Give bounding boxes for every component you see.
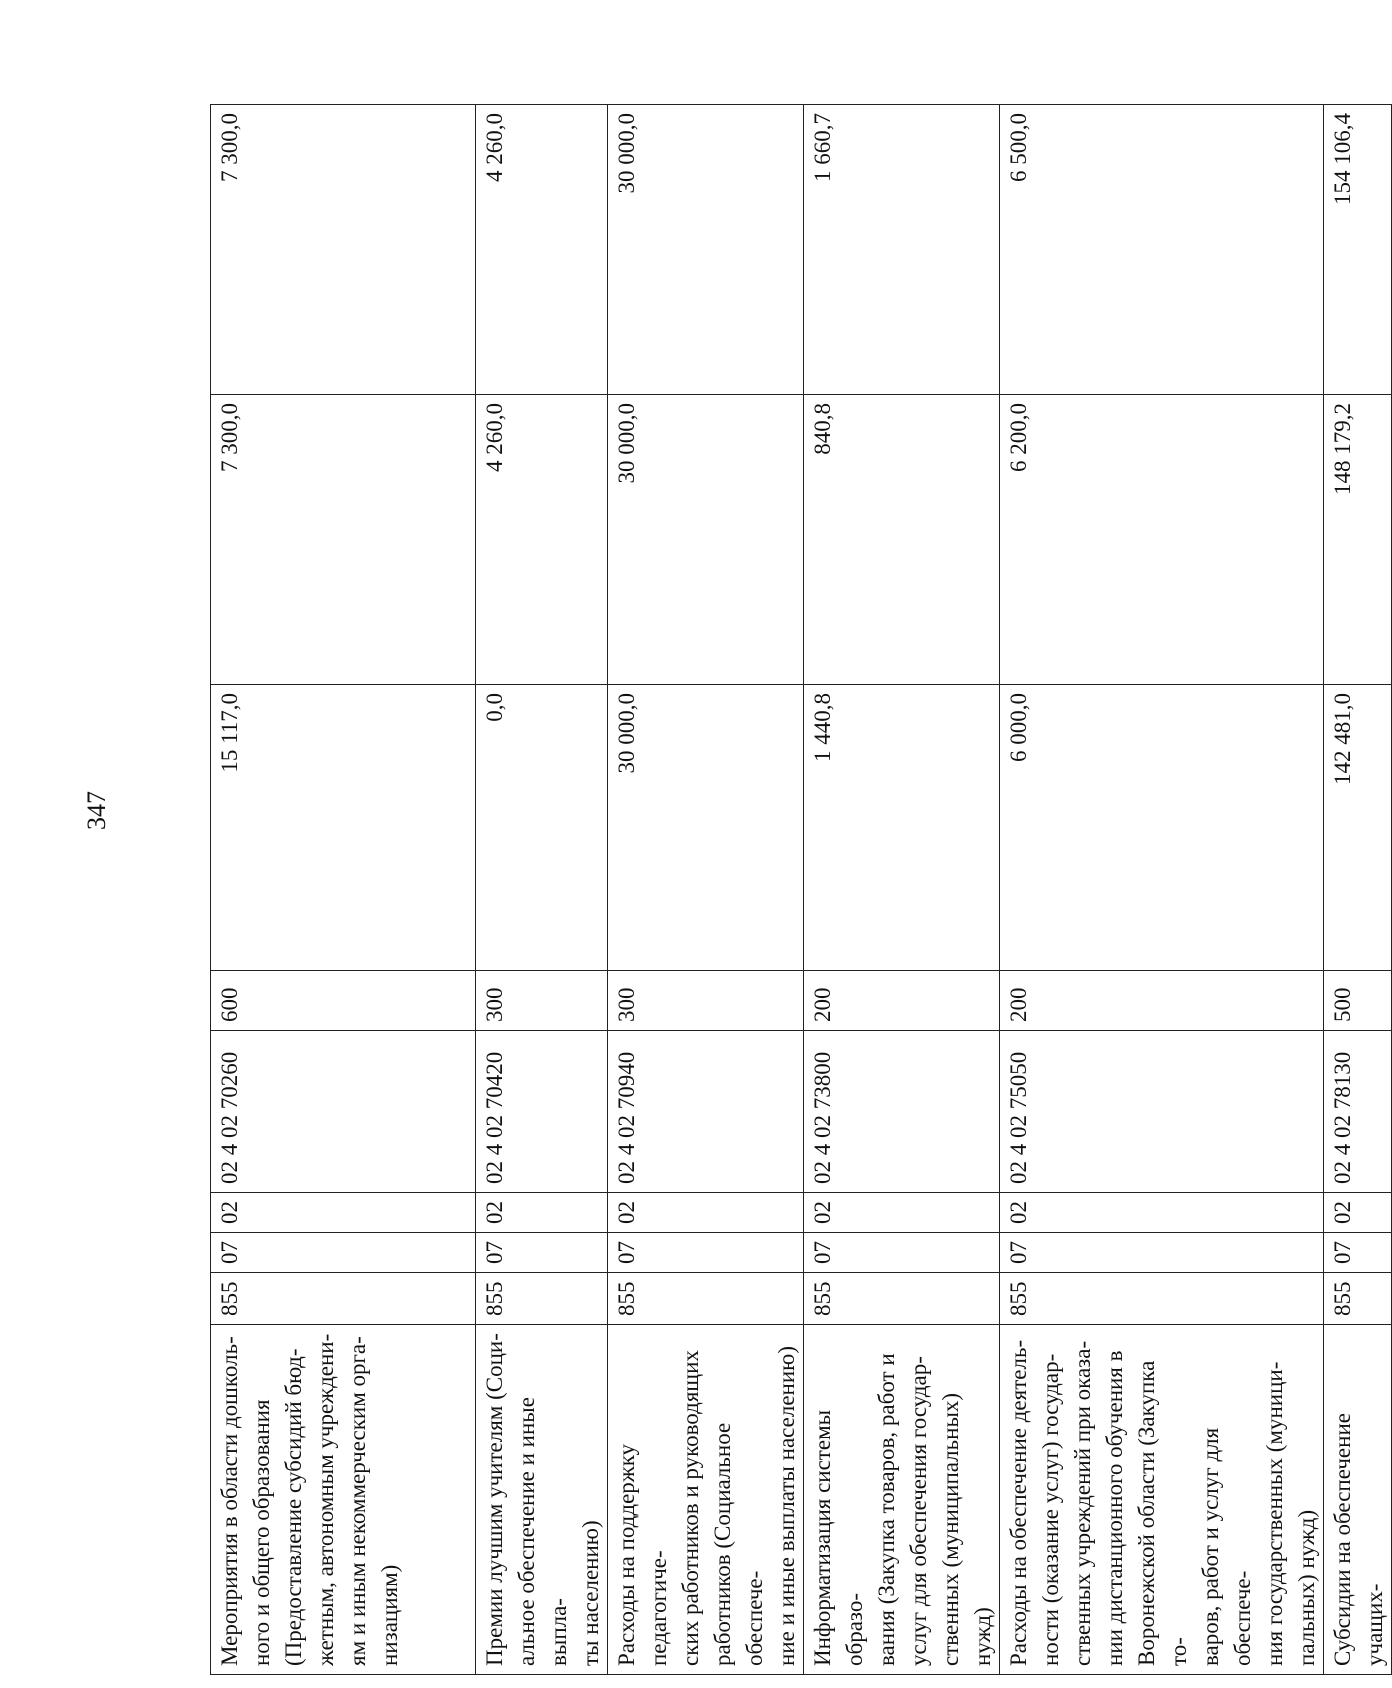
target-article-code: 02 4 02 73800 [804, 1031, 1000, 1193]
row-description: Информатизация системы образо- вания (Закупка товаров, работ и услуг для обеспечения государ- ственных (муниципальных) нужд) [804, 1325, 1000, 1675]
amount-year-2: 6 200,0 [1000, 395, 1324, 685]
grbs-code: 855 [1000, 1273, 1324, 1325]
row-description: Мероприятия в области дошколь- ного и общего образования (Предоставление субсидий бюд- жетным, автономным учреждени- ям и иным некоммерческим орга- низациям) [211, 1325, 476, 1675]
expense-type-code: 300 [608, 971, 804, 1031]
amount-year-1: 142 481,0 [1324, 685, 1392, 971]
section-code: 07 [608, 1233, 804, 1273]
target-article-code: 02 4 02 70420 [476, 1031, 608, 1193]
table-row [804, 105, 1000, 1675]
table-row [476, 105, 608, 1675]
budget-table [210, 104, 1392, 1675]
expense-type-code: 200 [804, 971, 1000, 1031]
table-row [211, 105, 476, 1675]
table-body [211, 105, 1392, 1675]
rotated-table-container [210, 105, 1387, 1675]
amount-year-3: 6 500,0 [1000, 105, 1324, 395]
amount-year-1: 6 000,0 [1000, 685, 1324, 971]
subsection-code: 02 [211, 1193, 476, 1233]
amount-year-3: 7 300,0 [211, 105, 476, 395]
row-description: Расходы на поддержку педагогиче- ских работников и руководящих работников (Социальное обеспече- ние и иные выплаты населению) [608, 1325, 804, 1675]
amount-year-2: 840,8 [804, 395, 1000, 685]
amount-year-1: 30 000,0 [608, 685, 804, 971]
subsection-code: 02 [608, 1193, 804, 1233]
amount-year-1: 0,0 [476, 685, 608, 971]
grbs-code: 855 [804, 1273, 1000, 1325]
subsection-code: 02 [804, 1193, 1000, 1233]
target-article-code: 02 4 02 78130 [1324, 1031, 1392, 1193]
amount-year-2: 4 260,0 [476, 395, 608, 685]
expense-type-code: 300 [476, 971, 608, 1031]
target-article-code: 02 4 02 75050 [1000, 1031, 1324, 1193]
row-description: Расходы на обеспечение деятель- ности (оказание услуг) государ- ственных учреждений при оказа- нии дистанционного обучения в Воронежской области (Закупка то- варов, работ и услуг для обеспече- ния государственных (муници- пальных) нужд) [1000, 1325, 1324, 1675]
subsection-code: 02 [1324, 1193, 1392, 1233]
amount-year-1: 1 440,8 [804, 685, 1000, 971]
amount-year-3: 30 000,0 [608, 105, 804, 395]
expense-type-code: 500 [1324, 971, 1392, 1031]
section-code: 07 [476, 1233, 608, 1273]
page-number: 347 [82, 791, 111, 830]
subsection-code: 02 [1000, 1193, 1324, 1233]
subsection-code: 02 [476, 1193, 608, 1233]
amount-year-2: 7 300,0 [211, 395, 476, 685]
section-code: 07 [1000, 1233, 1324, 1273]
target-article-code: 02 4 02 70940 [608, 1031, 804, 1193]
grbs-code: 855 [1324, 1273, 1392, 1325]
table-row [1324, 105, 1392, 1675]
grbs-code: 855 [608, 1273, 804, 1325]
amount-year-3: 4 260,0 [476, 105, 608, 395]
section-code: 07 [1324, 1233, 1392, 1273]
amount-year-3: 154 106,4 [1324, 105, 1392, 395]
grbs-code: 855 [476, 1273, 608, 1325]
table-row [608, 105, 804, 1675]
grbs-code: 855 [211, 1273, 476, 1325]
amount-year-2: 30 000,0 [608, 395, 804, 685]
amount-year-3: 1 660,7 [804, 105, 1000, 395]
expense-type-code: 600 [211, 971, 476, 1031]
expense-type-code: 200 [1000, 971, 1324, 1031]
row-description: Субсидии на обеспечение учащих- [1324, 1325, 1392, 1675]
section-code: 07 [211, 1233, 476, 1273]
row-description: Премии лучшим учителям (Соци- альное обеспечение и иные выпла- ты населению) [476, 1325, 608, 1675]
section-code: 07 [804, 1233, 1000, 1273]
table-row [1000, 105, 1324, 1675]
target-article-code: 02 4 02 70260 [211, 1031, 476, 1193]
amount-year-1: 15 117,0 [211, 685, 476, 971]
amount-year-2: 148 179,2 [1324, 395, 1392, 685]
